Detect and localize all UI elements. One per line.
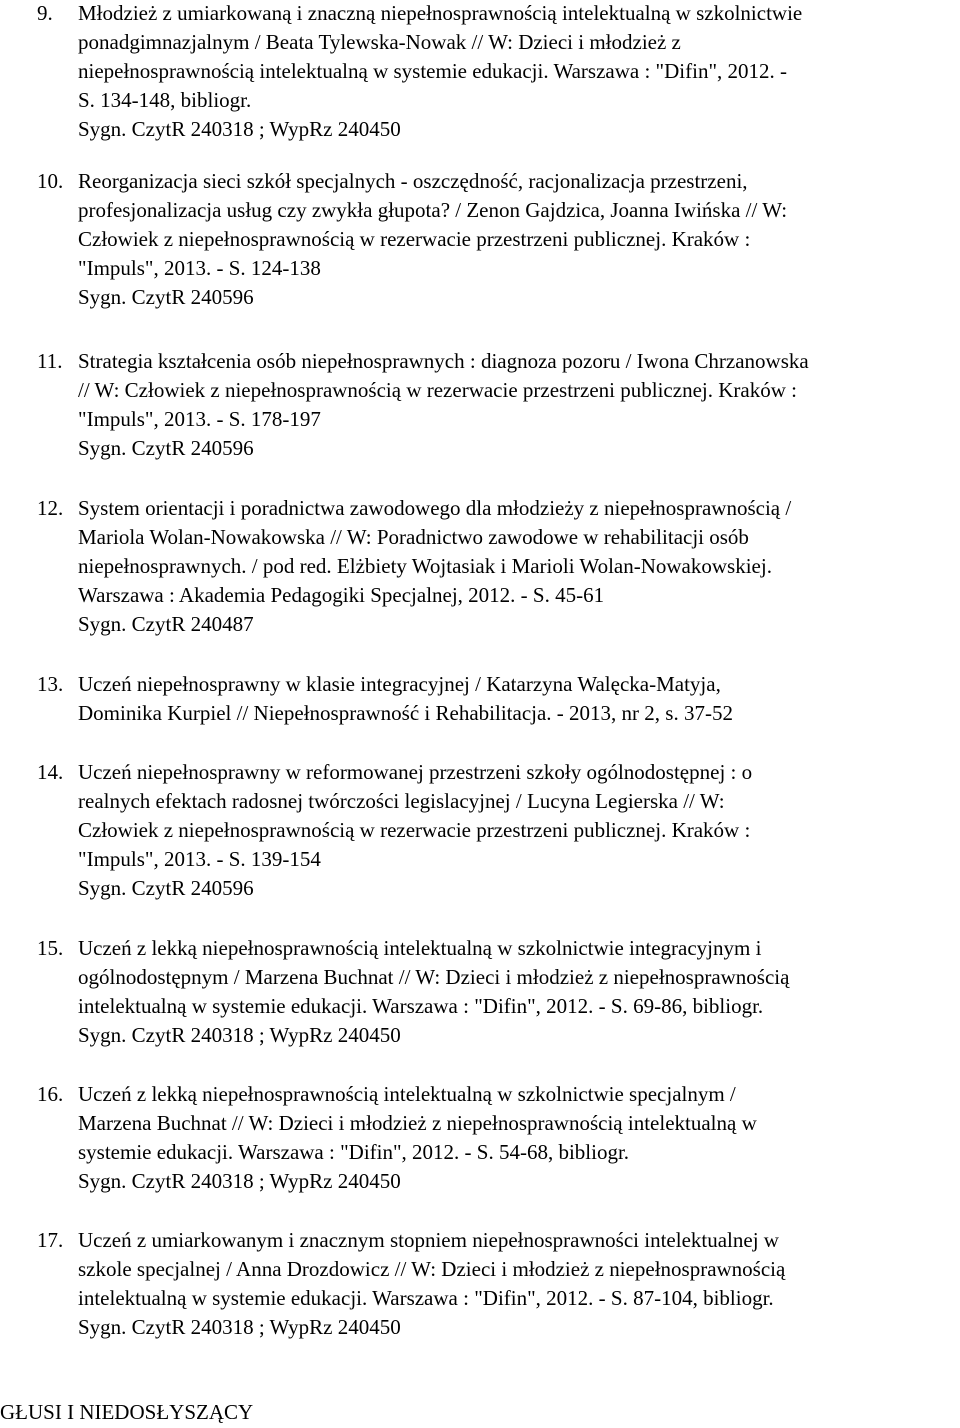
entry-line: Uczeń z lekką niepełnosprawnością intelektualną w szkolnictwie integracyjnym i <box>78 936 762 960</box>
entry-line: Warszawa : Akademia Pedagogiki Specjalnej, 2012. - S. 45-61 <box>78 583 605 607</box>
entry-line: ogólnodostępnym / Marzena Buchnat // W: Dzieci i młodzież z niepełnosprawnością <box>78 965 790 989</box>
entry-number: 15. <box>37 936 64 960</box>
entry-line: Uczeń niepełnosprawny w klasie integracyjnej / Katarzyna Walęcka-Matyja, <box>78 672 721 696</box>
entry-line: Uczeń z lekką niepełnosprawnością intelektualną w szkolnictwie specjalnym / <box>78 1082 736 1106</box>
entry-line: Dominika Kurpiel // Niepełnosprawność i Rehabilitacja. - 2013, nr 2, s. 37-52 <box>78 701 733 725</box>
entry-signature: Sygn. CzytR 240487 <box>78 612 254 636</box>
entry-line: // W: Człowiek z niepełnosprawnością w rezerwacie przestrzeni publicznej. Kraków : <box>78 378 797 402</box>
entry-line: Strategia kształcenia osób niepełnosprawnych : diagnoza pozoru / Iwona Chrzanowska <box>78 349 809 373</box>
entry-line: Młodzież z umiarkowaną i znaczną niepełnosprawnością intelektualną w szkolnictwie <box>78 1 803 25</box>
entry-signature: Sygn. CzytR 240318 ; WypRz 240450 <box>78 117 401 141</box>
entry-number: 14. <box>37 760 64 784</box>
entry-line: S. 134-148, bibliogr. <box>78 88 252 112</box>
entry-number: 13. <box>37 672 64 696</box>
section-heading: GŁUSI I NIEDOSŁYSZĄCY <box>0 1400 254 1424</box>
entry-line: niepełnosprawnych. / pod red. Elżbiety Wojtasiak i Marioli Wolan-Nowakowskiej. <box>78 554 772 578</box>
entry-line: intelektualną w systemie edukacji. Warszawa : "Difin", 2012. - S. 69-86, bibliogr. <box>78 994 764 1018</box>
entry-line: profesjonalizacja usług czy zwykła głupota? / Zenon Gajdzica, Joanna Iwińska // W: <box>78 198 788 222</box>
entry-number: 11. <box>37 349 63 373</box>
entry-line: "Impuls", 2013. - S. 139-154 <box>78 847 321 871</box>
entry-number: 12. <box>37 496 64 520</box>
entry-line: systemie edukacji. Warszawa : "Difin", 2012. - S. 54-68, bibliogr. <box>78 1140 630 1164</box>
entry-line: Uczeń z umiarkowanym i znacznym stopniem niepełnosprawności intelektualnej w <box>78 1228 779 1252</box>
entry-line: realnych efektach radosnej twórczości legislacyjnej / Lucyna Legierska // W: <box>78 789 725 813</box>
entry-number: 17. <box>37 1228 64 1252</box>
entry-signature: Sygn. CzytR 240596 <box>78 876 254 900</box>
entry-line: intelektualną w systemie edukacji. Warszawa : "Difin", 2012. - S. 87-104, bibliogr. <box>78 1286 774 1310</box>
entry-signature: Sygn. CzytR 240596 <box>78 436 254 460</box>
entry-number: 9. <box>37 1 53 25</box>
entry-line: ponadgimnazjalnym / Beata Tylewska-Nowak // W: Dzieci i młodzież z <box>78 30 681 54</box>
entry-line: niepełnosprawnością intelektualną w systemie edukacji. Warszawa : "Difin", 2012. - <box>78 59 788 83</box>
entry-signature: Sygn. CzytR 240318 ; WypRz 240450 <box>78 1315 401 1339</box>
entry-line: "Impuls", 2013. - S. 124-138 <box>78 256 321 280</box>
entry-number: 16. <box>37 1082 64 1106</box>
entry-line: Człowiek z niepełnosprawnością w rezerwacie przestrzeni publicznej. Kraków : <box>78 227 751 251</box>
entry-line: szkole specjalnej / Anna Drozdowicz // W: Dzieci i młodzież z niepełnosprawnością <box>78 1257 786 1281</box>
entry-signature: Sygn. CzytR 240596 <box>78 285 254 309</box>
entry-signature: Sygn. CzytR 240318 ; WypRz 240450 <box>78 1169 401 1193</box>
entry-line: Reorganizacja sieci szkół specjalnych - oszczędność, racjonalizacja przestrzeni, <box>78 169 748 193</box>
entry-line: "Impuls", 2013. - S. 178-197 <box>78 407 321 431</box>
entry-signature: Sygn. CzytR 240318 ; WypRz 240450 <box>78 1023 401 1047</box>
entry-line: Marzena Buchnat // W: Dzieci i młodzież z niepełnosprawnością intelektualną w <box>78 1111 757 1135</box>
entry-line: System orientacji i poradnictwa zawodowego dla młodzieży z niepełnosprawnością / <box>78 496 792 520</box>
entry-line: Mariola Wolan-Nowakowska // W: Poradnictwo zawodowe w rehabilitacji osób <box>78 525 749 549</box>
entry-number: 10. <box>37 169 64 193</box>
entry-line: Uczeń niepełnosprawny w reformowanej przestrzeni szkoły ogólnodostępnej : o <box>78 760 753 784</box>
entry-line: Człowiek z niepełnosprawnością w rezerwacie przestrzeni publicznej. Kraków : <box>78 818 751 842</box>
